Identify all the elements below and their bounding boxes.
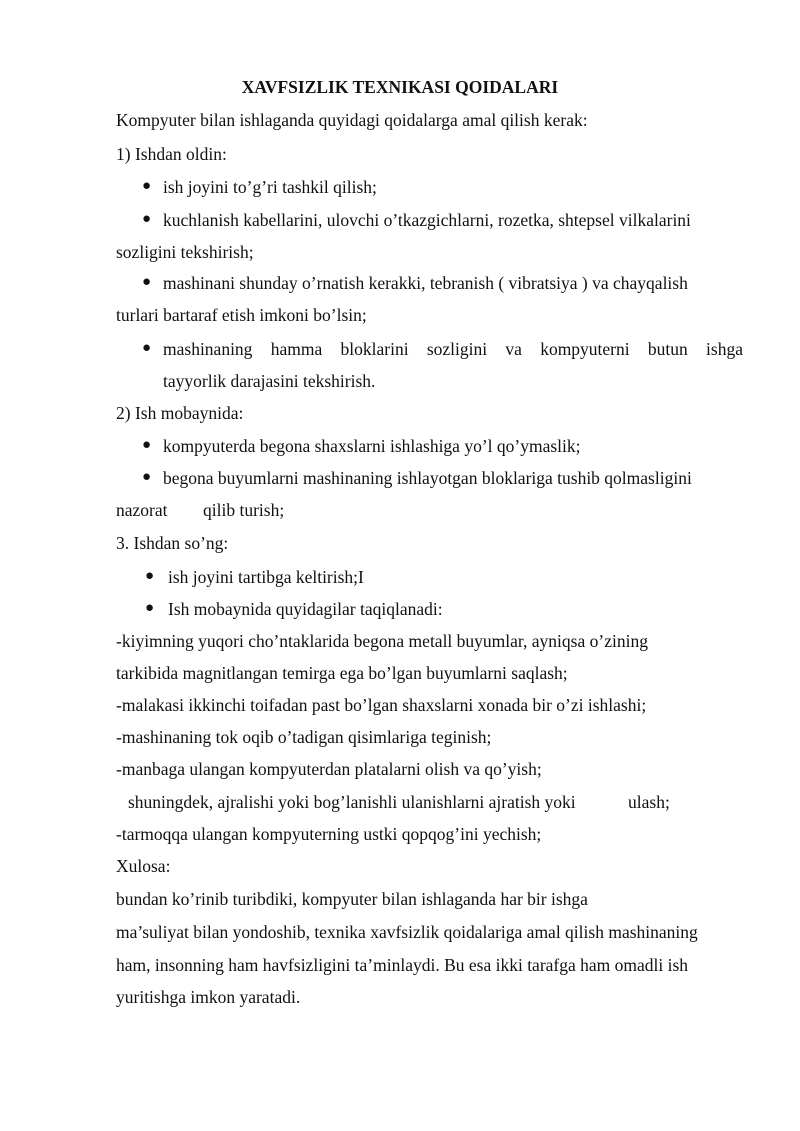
section2-item-2-line2b: qilib turish; [203, 500, 285, 520]
conclusion-line2: ma’suliyat bilan yondoshib, texnika xavfsizlik qoidalariga amal qilish mashinaning [116, 922, 698, 942]
section1-heading: 1) Ishdan oldin: [116, 144, 227, 164]
section1-item-2-line1: kuchlanish kabellarini, ulovchi o’tkazgichlarni, rozetka, shtepsel vilkalarini [163, 210, 691, 230]
bullet-icon: ● [142, 274, 152, 290]
prohibition-6: -tarmoqqa ulangan kompyuterning ustki qopqog’ini yechish; [116, 824, 542, 844]
prohibition-3: -mashinaning tok oqib o’tadigan qisimlariga teginish; [116, 727, 492, 747]
page-title: XAVFSIZLIK TEXNIKASI QOIDALARI [241, 77, 559, 97]
prohibition-1-line2: tarkibida magnitlangan temirga ega bo’lgan buyumlarni saqlash; [116, 663, 568, 683]
section1-item-3-line1: mashinani shunday o’rnatish kerakki, tebranish ( vibratsiya ) va chayqalish [163, 273, 688, 293]
bullet-icon: ● [142, 437, 152, 453]
section2-item-2-line1: begona buyumlarni mashinaning ishlayotgan bloklariga tushib qolmasligini [163, 468, 692, 488]
prohibition-4: -manbaga ulangan kompyuterdan platalarni olish va qo’yish; [116, 759, 542, 779]
bullet-icon: ● [145, 568, 155, 584]
section1-item-4-line2: tayyorlik darajasini tekshirish. [163, 371, 376, 391]
section2-heading: 2) Ish mobaynida: [116, 403, 244, 423]
bullet-icon: ● [145, 600, 155, 616]
section3-item-2: Ish mobaynida quyidagilar taqiqlanadi: [168, 599, 443, 619]
section3-heading: 3. Ishdan so’ng: [116, 533, 229, 553]
bullet-icon: ● [142, 469, 152, 485]
conclusion-line4: yuritishga imkon yaratadi. [116, 987, 301, 1007]
conclusion-line1: bundan ko’rinib turibdiki, kompyuter bilan ishlaganda har bir ishga [116, 889, 588, 909]
section1-item-1: ish joyini to’g’ri tashkil qilish; [163, 177, 377, 197]
intro-text: Kompyuter bilan ishlaganda quyidagi qoidalarga amal qilish kerak: [116, 110, 588, 130]
prohibition-1-line1: -kiyimning yuqori cho’ntaklarida begona metall buyumlar, ayniqsa o’zining [116, 631, 648, 651]
section3-item-1: ish joyini tartibga keltirish;I [168, 567, 364, 587]
section1-item-4-line1: mashinaning hamma bloklarini sozligini va kompyuterni butun ishga [163, 339, 743, 359]
section1-item-2-line2: sozligini tekshirish; [116, 242, 254, 262]
prohibition-5b: ulash; [628, 792, 670, 812]
bullet-icon: ● [142, 178, 152, 194]
prohibition-2: -malakasi ikkinchi toifadan past bo’lgan shaxslarni xonada bir o’zi ishlashi; [116, 695, 647, 715]
conclusion-heading: Xulosa: [116, 856, 171, 876]
section2-item-1: kompyuterda begona shaxslarni ishlashiga yo’l qo’ymaslik; [163, 436, 581, 456]
bullet-icon: ● [142, 340, 152, 356]
conclusion-line3: ham, insonning ham havfsizligini ta’minlaydi. Bu esa ikki tarafga ham omadli ish [116, 955, 689, 975]
section2-item-2-line2a: nazorat [116, 500, 168, 520]
section1-item-3-line2: turlari bartaraf etish imkoni bo’lsin; [116, 305, 367, 325]
prohibition-5a: shuningdek, ajralishi yoki bog’lanishli ulanishlarni ajratish yoki [128, 792, 576, 812]
bullet-icon: ● [142, 211, 152, 227]
